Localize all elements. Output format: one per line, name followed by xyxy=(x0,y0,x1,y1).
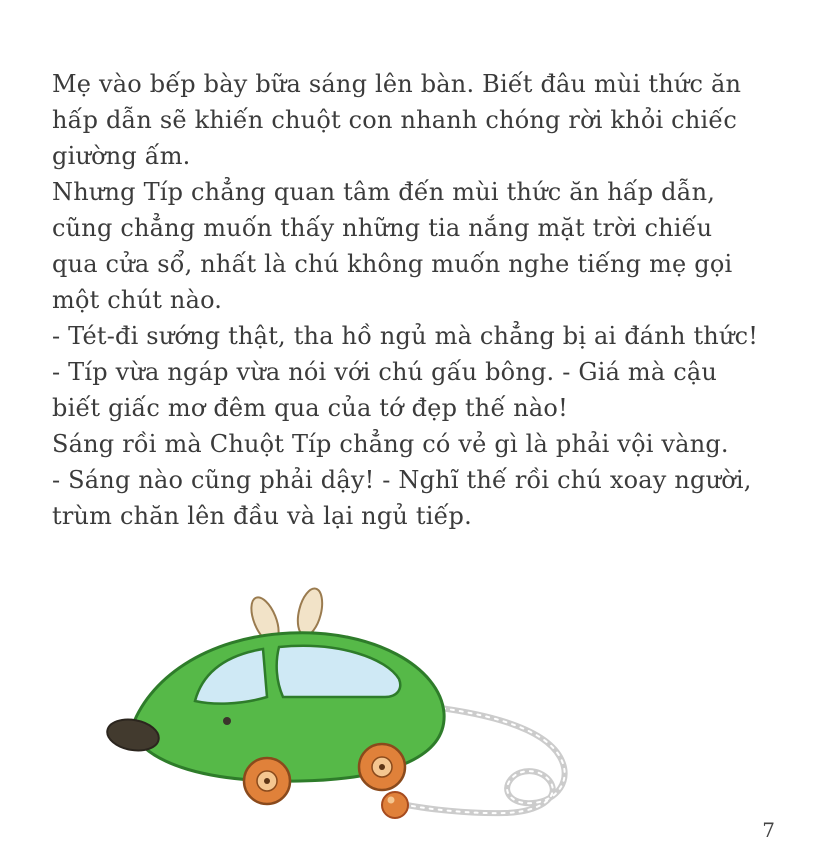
string-ball xyxy=(382,792,408,818)
string-ball-highlight xyxy=(388,797,395,804)
mouse-ear-right-icon xyxy=(294,586,327,638)
mouse-eye-icon xyxy=(223,717,231,725)
page-number: 7 xyxy=(762,818,775,842)
story-text xyxy=(52,66,764,534)
toy-mouse-svg xyxy=(95,565,595,850)
story-paragraph: Sáng rồi mà Chuột Típ chẳng có vẻ gì là phải vội vàng. xyxy=(52,430,729,458)
story-paragraph: Mẹ vào bếp bày bữa sáng lên bàn. Biết đâu mùi thức ăn hấp dẫn sẽ khiến chuột con nhanh chóng rời khỏi chiếc giường ấm. xyxy=(52,70,742,170)
story-paragraph: - Tét-đi sướng thật, tha hồ ngủ mà chẳng bị ai đánh thức! - Típ vừa ngáp vừa nói với chú gấu bông. - Giá mà cậu biết giấc mơ đêm qua của tớ đẹp thế nào! xyxy=(52,322,759,422)
story-paragraph: Nhưng Típ chẳng quan tâm đến mùi thức ăn hấp dẫn, cũng chẳng muốn thấy những tia nắng mặt trời chiếu qua cửa sổ, nhất là chú không muốn nghe tiếng mẹ gọi một chút nào. xyxy=(52,178,733,314)
front-wheel xyxy=(244,758,290,804)
rear-wheel xyxy=(359,744,405,790)
toy-mouse-illustration xyxy=(95,565,595,850)
story-paragraph: - Sáng nào cũng phải dậy! - Nghĩ thế rồi chú xoay người, trùm chăn lên đầu và lại ngủ tiếp. xyxy=(52,466,752,530)
